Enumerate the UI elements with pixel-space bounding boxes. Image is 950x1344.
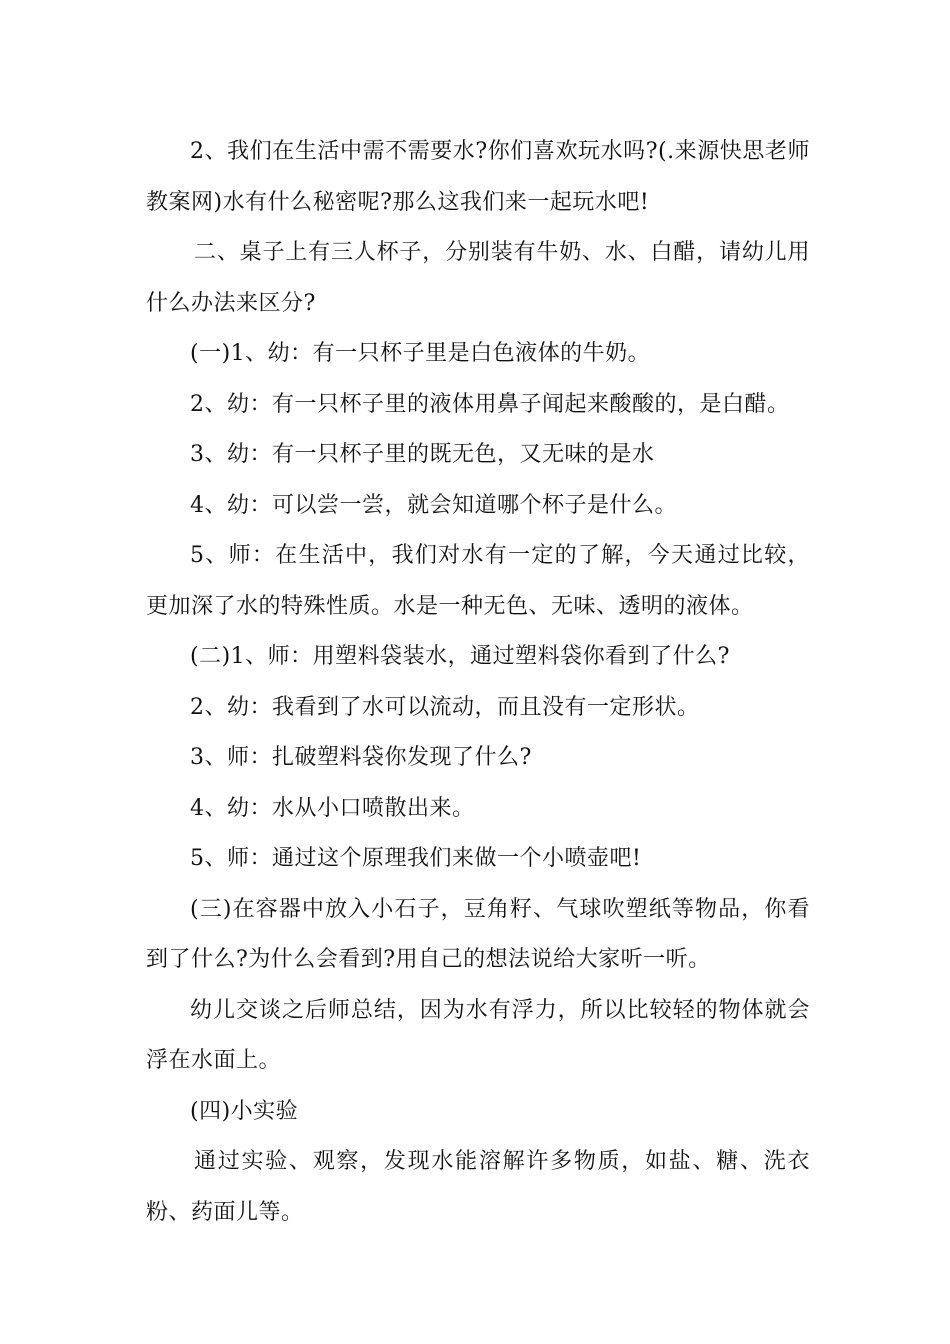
- paragraph-14: 幼儿交谈之后师总结，因为水有浮力，所以比较轻的物体就会浮在水面上。: [146, 997, 810, 1073]
- document-body: [146, 127, 810, 1238]
- paragraph-5: 3、幼：有一只杯子里的既无色，又无味的是水: [190, 442, 655, 467]
- paragraph-2: 二、桌子上有三人杯子，分别装有牛奶、水、白醋，请幼儿用什么办法来区分?: [146, 240, 810, 316]
- paragraph-15: (四)小实验: [190, 1098, 299, 1124]
- paragraph-13: (三)在容器中放入小石子，豆角籽、气球吹塑纸等物品，你看到了什么?为什么会看到?用自己的想法说给大家听一听。: [146, 896, 810, 972]
- paragraph-11: 4、幼：水从小口喷散出来。: [190, 795, 475, 821]
- paragraph-6: 4、幼：可以尝一尝，就会知道哪个杯子是什么。: [190, 492, 677, 518]
- paragraph-7: 5、师：在生活中，我们对水有一定的了解，今天通过比较，更加深了水的特殊性质。水是一种无色、无味、透明的液体。: [146, 543, 810, 619]
- paragraph-16: 通过实验、观察，发现水能溶解许多物质，如盐、糖、洗衣粉、药面儿等。: [146, 1149, 810, 1225]
- paragraph-10: 3、师：扎破塑料袋你发现了什么?: [190, 745, 532, 770]
- paragraph-9: 2、幼：我看到了水可以流动，而且没有一定形状。: [190, 694, 700, 720]
- paragraph-8: (二)1、师：用塑料袋装水，通过塑料袋你看到了什么?: [190, 644, 730, 669]
- paragraph-4: 2、幼：有一只杯子里的液体用鼻子闻起来酸酸的，是白醋。: [190, 391, 790, 417]
- paragraph-3: (一)1、幼：有一只杯子里是白色液体的牛奶。: [190, 341, 651, 366]
- paragraph-1: 2、我们在生活中需不需要水?你们喜欢玩水吗?(.来源快思老师教案网)水有什么秘密呢?那么这我们来一起玩水吧!: [146, 139, 810, 215]
- paragraph-12: 5、师：通过这个原理我们来做一个小喷壶吧!: [190, 846, 642, 871]
